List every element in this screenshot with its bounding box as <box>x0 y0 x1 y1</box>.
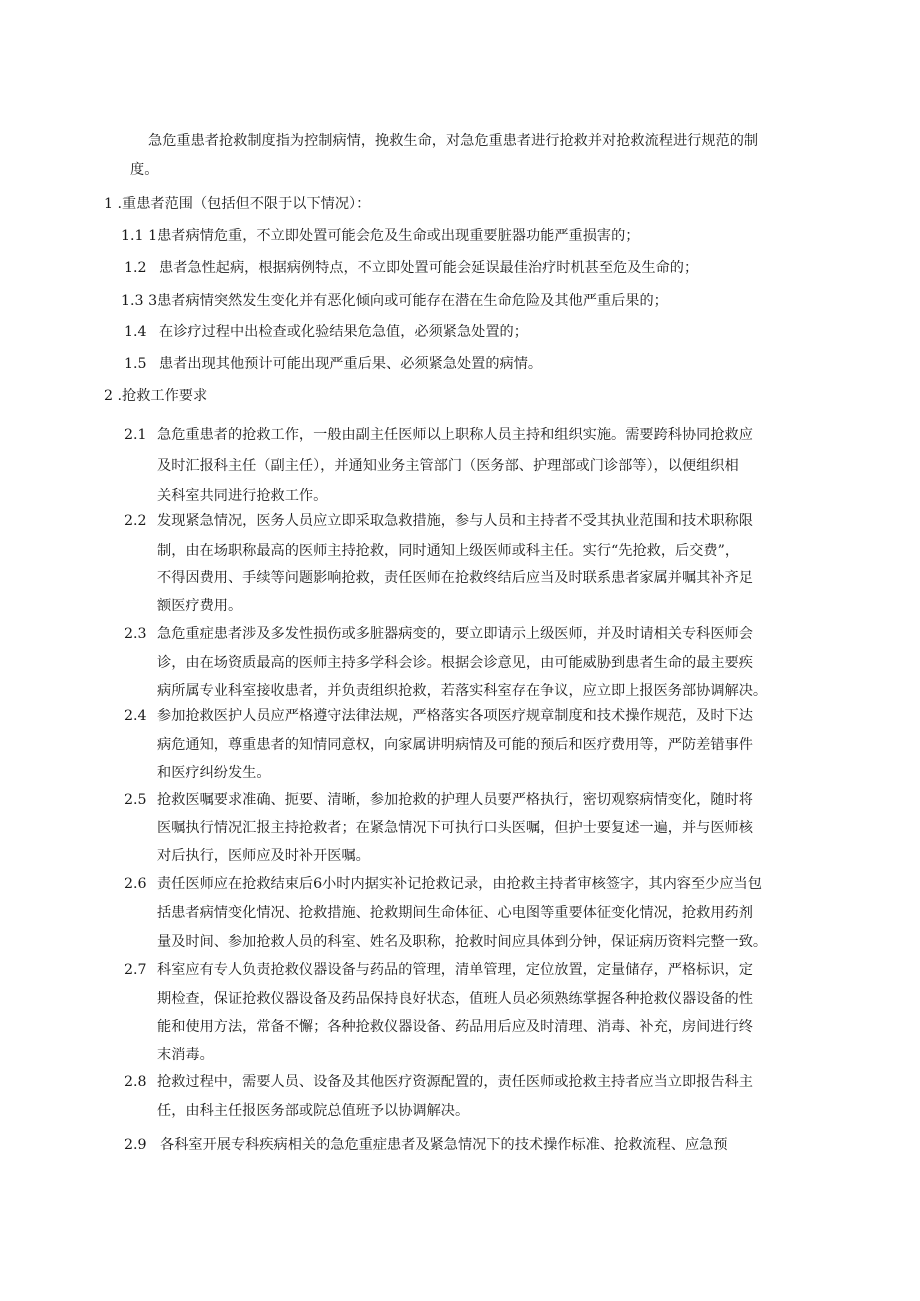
item-line: 末消毒。 <box>157 1047 214 1063</box>
item-text: 患者急性起病，根据病例特点，不立即处置可能会延误最佳治疗时机甚至危及生命的； <box>159 260 699 276</box>
item-number: 1.2 <box>124 260 147 276</box>
item-line: 急危重症患者涉及多发性损伤或多脏器病变的，要立即请示上级医师，并及时请相关专科医师会 <box>157 626 753 642</box>
item-line: 病所属专业科室接收患者，并负责组织抢救，若落实科室存在争议，应立即上报医务部协调解决。 <box>157 683 768 699</box>
item-number: 2.2 <box>124 513 147 529</box>
item-line: 及时汇报科主任（副主任），并通知业务主管部门（医务部、护理部或门诊部等），以便组织相 <box>157 458 739 474</box>
item-text: 患者出现其他预计可能出现严重后果、必须紧急处置的病情。 <box>159 356 543 372</box>
item-number: 1.5 <box>124 356 147 372</box>
item-number: 2.3 <box>124 626 147 642</box>
section-2-heading: 2 .抢救工作要求 <box>104 388 208 404</box>
item-line: 科室应有专人负责抢救仪器设备与药品的管理，清单管理，定位放置，定量储存，严格标识，定 <box>157 962 753 978</box>
item-line: 抢救医嘱要求准确、扼要、清晰，参加抢救的护理人员要严格执行，密切观察病情变化，随时将 <box>157 792 753 808</box>
item-1-3: 1.3 3患者病情突然发生变化并有恶化倾向或可能存在潜在生命危险及其他严重后果的； <box>121 293 668 309</box>
item-line: 责任医师应在抢救结束后6小时内据实补记抢救记录，由抢救主持者审核签字，其内容至少应当包 <box>157 876 762 892</box>
item-number: 2.8 <box>124 1074 147 1090</box>
item-line: 括患者病情变化情况、抢救措施、抢救期间生命体征、心电图等重要体征变化情况，抢救用药剂 <box>157 905 753 921</box>
item-line: 急危重患者的抢救工作，一般由副主任医师以上职称人员主持和组织实施。需要跨科协同抢救应 <box>157 427 753 443</box>
item-line: 量及时间、参加抢救人员的科室、姓名及职称，抢救时间应具体到分钟，保证病历资料完整一致。 <box>157 934 768 950</box>
item-number: 2.9 <box>124 1137 147 1153</box>
item-line: 关科室共同进行抢救工作。 <box>157 488 328 504</box>
intro-line-2: 度。 <box>130 162 159 178</box>
item-line: 能和使用方法，常备不懈；各种抢救仪器设备、药品用后应及时清理、消毒、补充，房间进行终 <box>157 1019 753 1035</box>
item-line: 抢救过程中，需要人员、设备及其他医疗资源配置的，责任医师或抢救主持者应当立即报告科主 <box>157 1074 753 1090</box>
item-line: 病危通知，尊重患者的知情同意权，向家属讲明病情及可能的预后和医疗费用等，严防差错事件 <box>157 737 753 753</box>
intro-line-1: 急危重患者抢救制度指为控制病情，挽救生命，对急危重患者进行抢救并对抢救流程进行规范的制 <box>148 133 759 149</box>
item-line: 不得因费用、手续等问题影响抢救，责任医师在抢救终结后应当及时联系患者家属并嘱其补齐足 <box>157 570 753 586</box>
item-line: 诊，由在场资质最高的医师主持多学科会诊。根据会诊意见，由可能威胁到患者生命的最主要疾 <box>157 655 753 671</box>
item-line: 发现紧急情况，医务人员应立即采取急救措施，参与人员和主持者不受其执业范围和技术职称限 <box>157 513 753 529</box>
item-number: 2.1 <box>124 427 147 443</box>
item-line: 医嘱执行情况汇报主持抢救者；在紧急情况下可执行口头医嘱，但护士要复述一遍，并与医师核 <box>157 820 753 836</box>
item-line: 参加抢救医护人员应严格遵守法律法规，严格落实各项医疗规章制度和技术操作规范，及时下达 <box>157 708 753 724</box>
section-1-heading: 1 .重患者范围（包括但不限于以下情况）： <box>104 196 371 212</box>
item-number: 2.7 <box>124 962 147 978</box>
item-number: 2.5 <box>124 792 147 808</box>
item-line: 各科室开展专科疾病相关的急危重症患者及紧急情况下的技术操作标准、抢救流程、应急预 <box>160 1137 728 1153</box>
item-line: 期检查，保证抢救仪器设备及药品保持良好状态，值班人员必须熟练掌握各种抢救仪器设备的性 <box>157 991 753 1007</box>
item-line: 和医疗纠纷发生。 <box>157 765 271 781</box>
item-1-1: 1.1 1患者病情危重，不立即处置可能会危及生命或出现重要脏器功能严重损害的； <box>121 228 640 244</box>
item-number: 2.6 <box>124 876 147 892</box>
item-number: 2.4 <box>124 708 147 724</box>
item-number: 1.4 <box>124 324 147 340</box>
item-line: 制，由在场职称最高的医师主持抢救，同时通知上级医师或科主任。实行“先抢救，后交费”， <box>157 543 740 559</box>
item-text: 在诊疗过程中出检查或化验结果危急值，必须紧急处置的； <box>159 324 528 340</box>
item-line: 额医疗费用。 <box>157 598 243 614</box>
item-line: 任，由科主任报医务部或院总值班予以协调解决。 <box>157 1103 470 1119</box>
item-line: 对后执行，医师应及时补开医嘱。 <box>157 848 370 864</box>
